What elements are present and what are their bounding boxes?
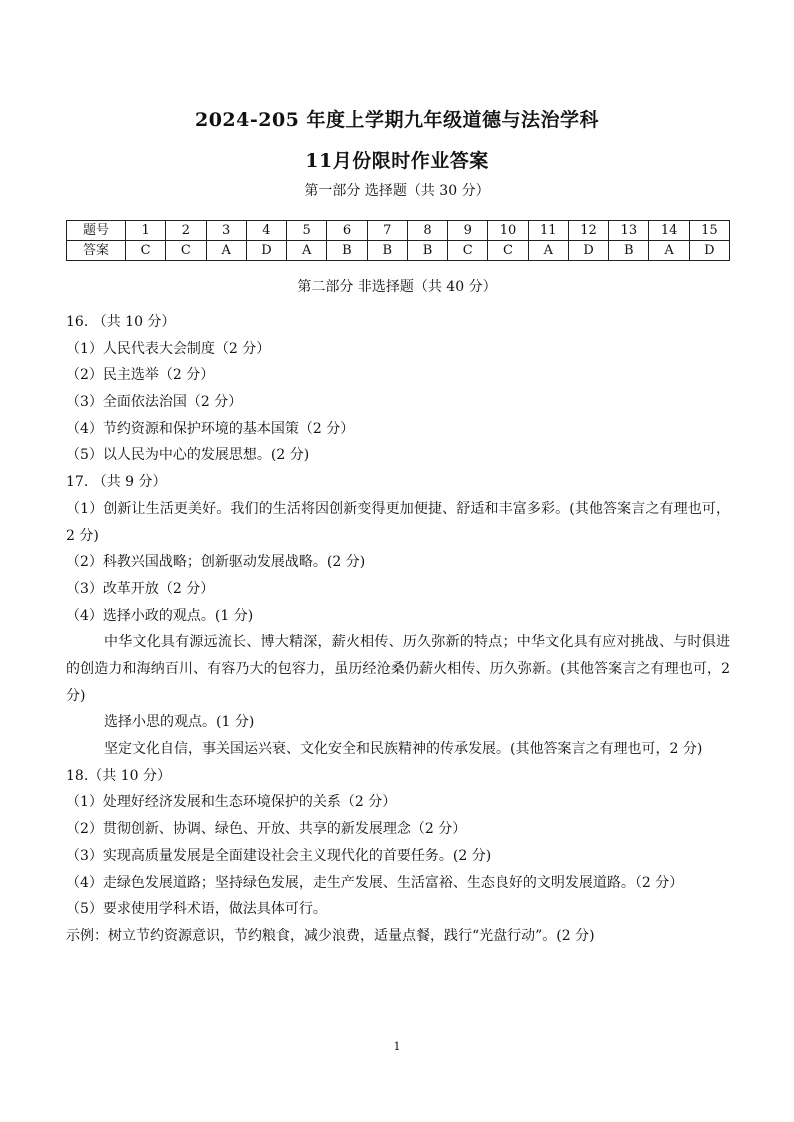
document-title: 2024-205 年度上学期九年级道德与法治学科	[194, 109, 600, 131]
q18-example: 示例：树立节约资源意识，节约粮食，减少浪费，适量点餐，践行“光盘行动”。(2 分)	[66, 927, 595, 944]
q16-item: （1）人民代表大会制度（2 分）	[66, 340, 271, 357]
question-number-cell: 15	[689, 221, 729, 241]
answer-cell: D	[246, 241, 286, 261]
q16-heading: 16. （共 10 分）	[66, 314, 176, 330]
q17-item: （1）创新让生活更美好。我们的生活将因创新变得更加便捷、舒适和丰富多彩。(其他答案言之有理也可，2 分)	[66, 500, 730, 544]
question-number-cell: 6	[327, 221, 367, 241]
question-number-cell: 8	[407, 221, 447, 241]
answer-cell: C	[166, 241, 206, 261]
answer-cell: B	[609, 241, 649, 261]
answer-cell: A	[287, 241, 327, 261]
answer-cell: C	[448, 241, 488, 261]
question-number-cell: 12	[568, 221, 608, 241]
q17-paragraph: 中华文化具有源远流长、博大精深，薪火相传、历久弥新的特点；中华文化具有应对挑战、与时俱进的创造力和海纳百川、有容乃大的包容力，虽历经沧桑仍薪火相传、历久弥新。(其他答案言之有理也可，2 分)	[66, 634, 730, 704]
answer-cell: A	[649, 241, 689, 261]
table-row-label: 答案	[67, 241, 126, 261]
question-number-cell: 1	[126, 221, 166, 241]
answer-cell: D	[568, 241, 608, 261]
q17-item: （3）改革开放（2 分）	[66, 580, 215, 597]
table-row-label: 题号	[67, 221, 126, 241]
answer-cell: A	[528, 241, 568, 261]
page-number: 1	[393, 1040, 401, 1053]
q18-item: （2）贯彻创新、协调、绿色、开放、共享的新发展理念（2 分）	[66, 821, 467, 838]
q16-item: （3）全面依法治国（2 分）	[66, 394, 243, 411]
answer-cell: B	[327, 241, 367, 261]
question-number-cell: 13	[609, 221, 649, 241]
document-subtitle: 11月份限时作业答案	[305, 150, 489, 172]
question-number-cell: 3	[206, 221, 246, 241]
table-row-answers	[67, 241, 730, 261]
question-number-cell: 7	[367, 221, 407, 241]
q18-item: （3）实现高质量发展是全面建设社会主义现代化的首要任务。(2 分)	[66, 847, 492, 864]
question-number-cell: 2	[166, 221, 206, 241]
q16-item: （5）以人民为中心的发展思想。(2 分)	[66, 447, 310, 464]
table-row-numbers	[67, 221, 730, 241]
answer-table	[66, 220, 730, 261]
answer-cell: C	[126, 241, 166, 261]
answer-cell: A	[206, 241, 246, 261]
q18-item: （5）要求使用学科术语，做法具体可行。	[66, 901, 327, 918]
answers-body	[66, 309, 730, 950]
q17-heading: 17. （共 9 分）	[66, 474, 167, 491]
question-number-cell: 10	[488, 221, 528, 241]
q18-item: （4）走绿色发展道路；坚持绿色发展，走生产发展、生活富裕、生态良好的文明发展道路。（2 分）	[66, 874, 684, 891]
q17-item: （4）选择小政的观点。(1 分)	[66, 607, 254, 624]
question-number-cell: 9	[448, 221, 488, 241]
q18-item: （1）处理好经济发展和生态环境保护的关系（2 分）	[66, 794, 397, 811]
q17-item: 选择小思的观点。(1 分)	[104, 714, 255, 731]
q16-item: （2）民主选举（2 分）	[66, 367, 215, 384]
q17-paragraph: 坚定文化自信，事关国运兴衰、文化安全和民族精神的传承发展。(其他答案言之有理也可，2 分)	[104, 741, 703, 758]
answer-cell: B	[407, 241, 447, 261]
question-number-cell: 4	[246, 221, 286, 241]
question-number-cell: 5	[287, 221, 327, 241]
q18-heading: 18.（共 10 分）	[66, 767, 171, 784]
answer-cell: C	[488, 241, 528, 261]
question-number-cell: 14	[649, 221, 689, 241]
answer-cell: D	[689, 241, 729, 261]
q17-item: （2）科教兴国战略；创新驱动发展战略。(2 分)	[66, 554, 366, 571]
question-number-cell: 11	[528, 221, 568, 241]
answer-cell: B	[367, 241, 407, 261]
part2-heading: 第二部分 非选择题（共 40 分）	[297, 279, 497, 295]
part1-heading: 第一部分 选择题（共 30 分）	[304, 183, 490, 199]
q16-item: （4）节约资源和保护环境的基本国策（2 分）	[66, 420, 355, 437]
